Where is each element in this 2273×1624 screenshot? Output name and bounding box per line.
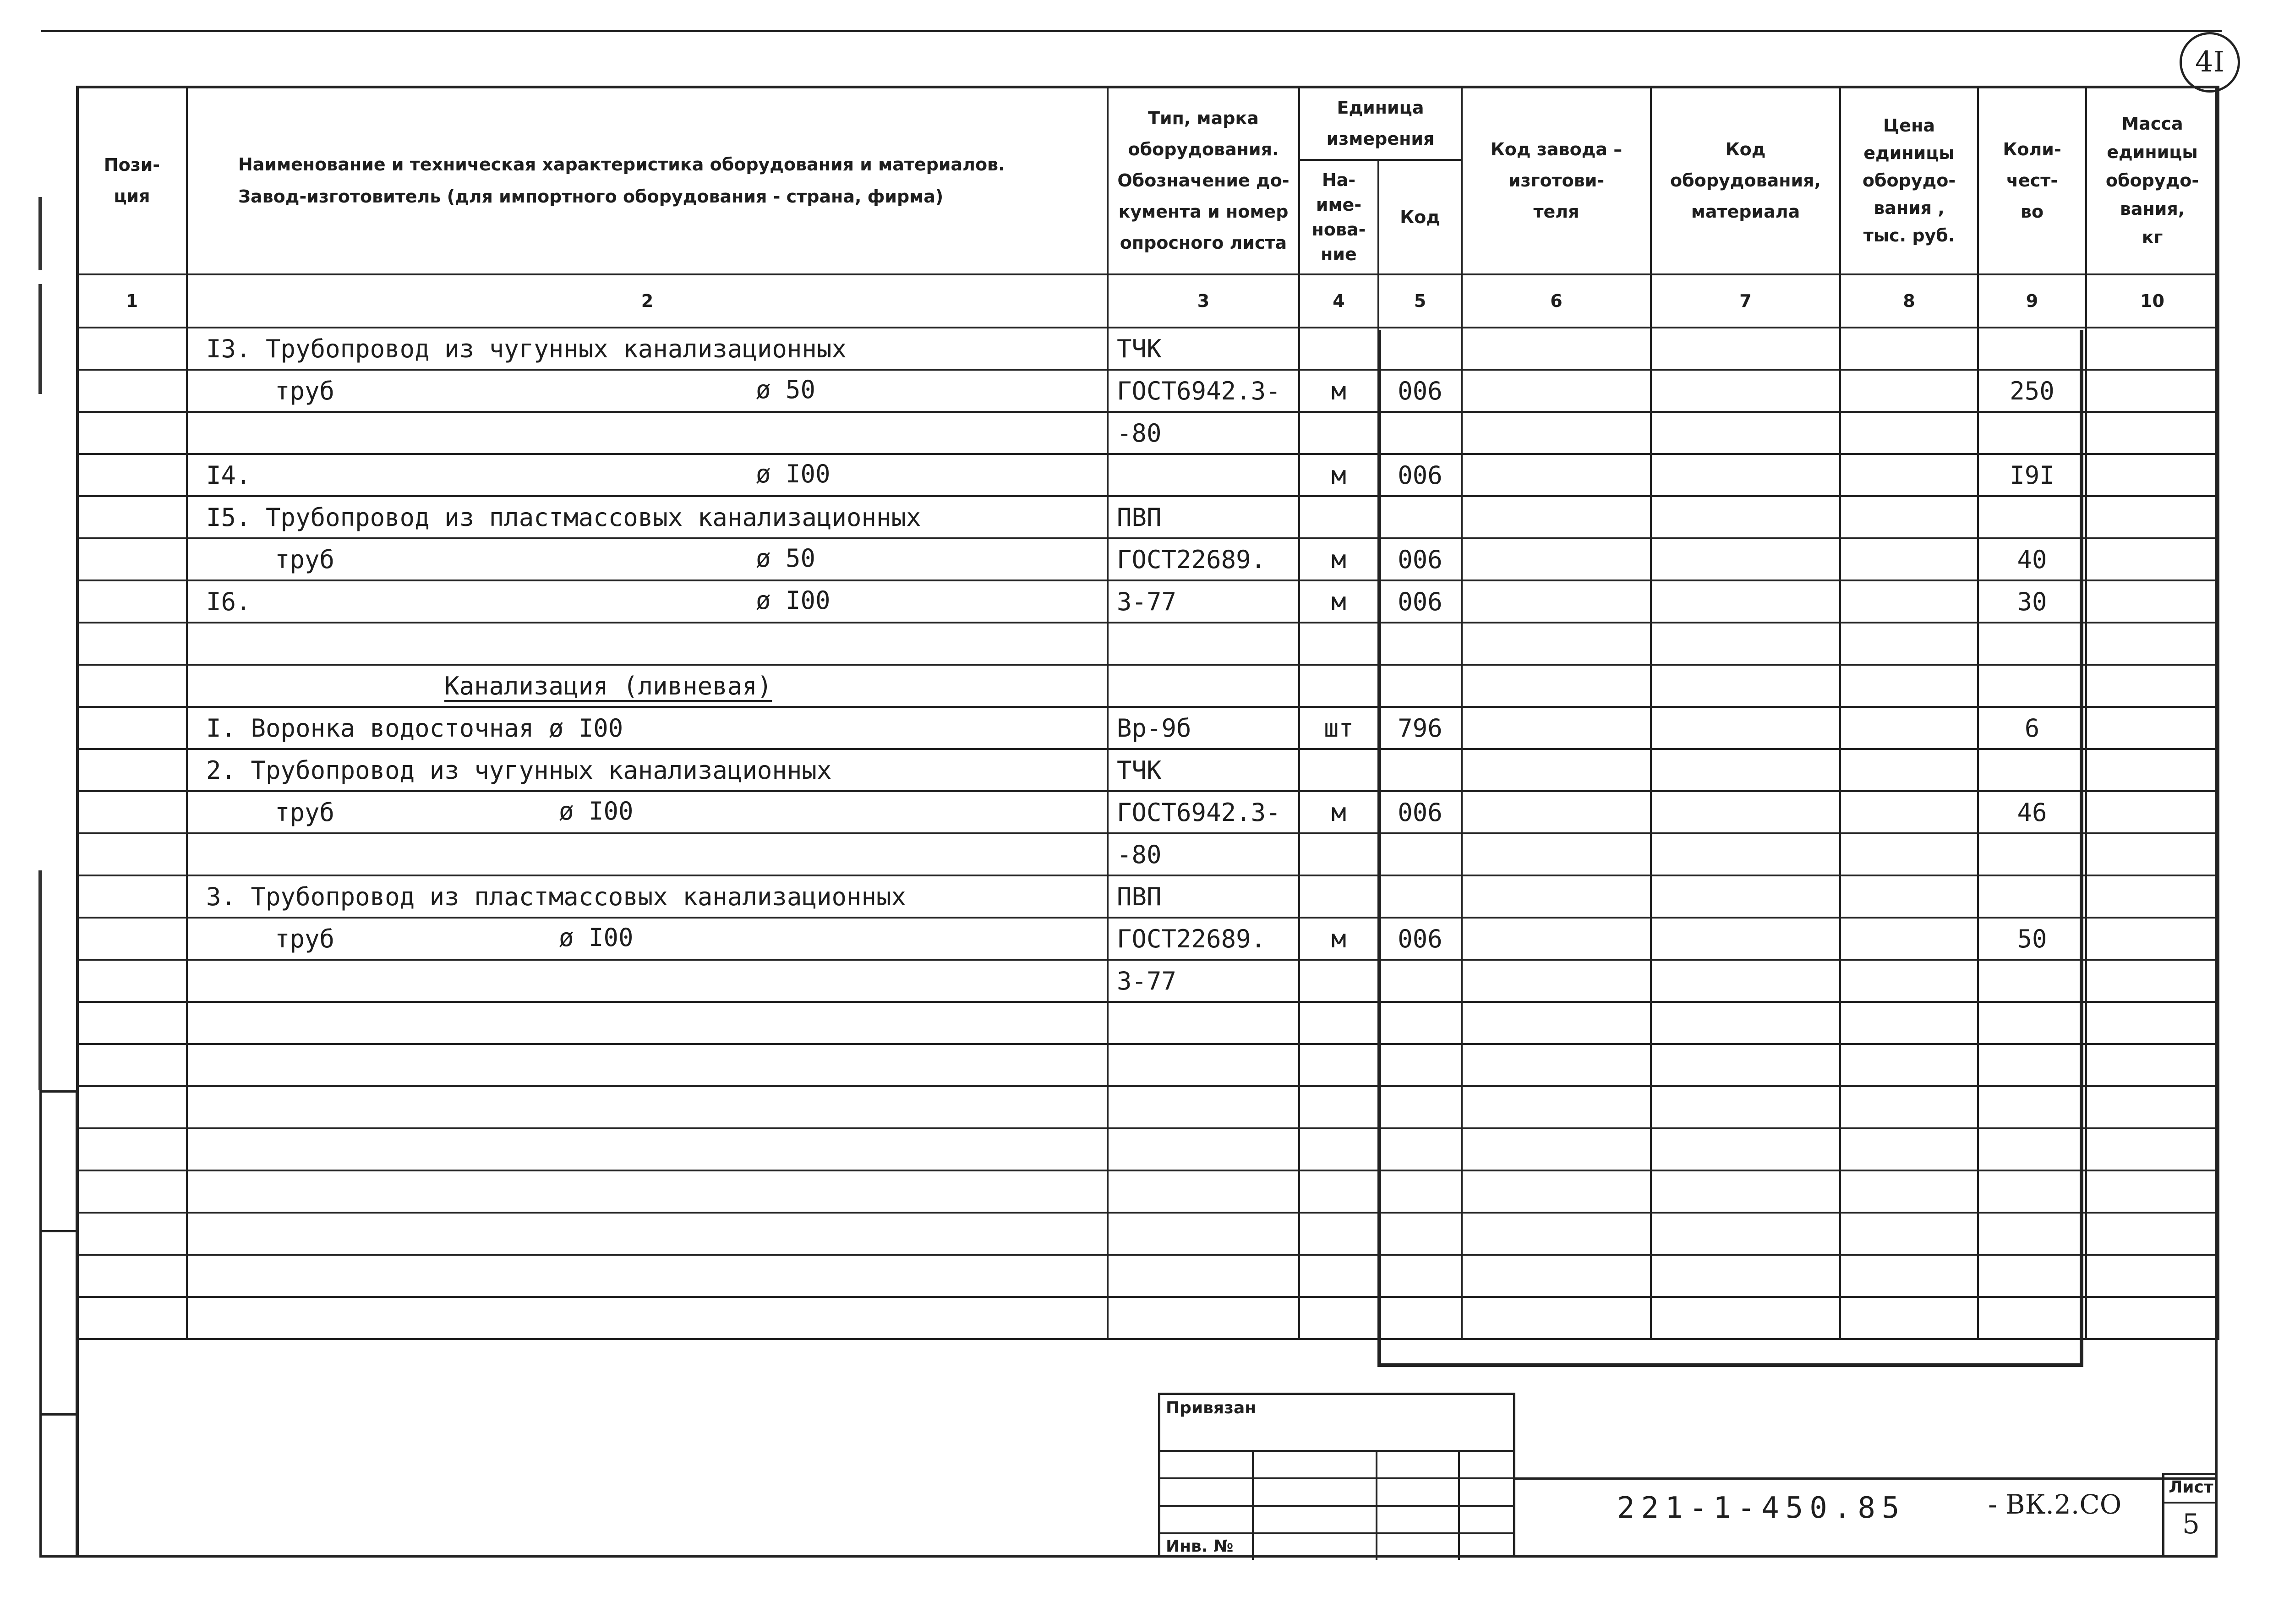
cell-quantity: I9I bbox=[1978, 454, 2086, 496]
item-name: I3. Трубопровод из чугунных канализационных bbox=[206, 334, 847, 363]
column-number: 10 bbox=[2086, 274, 2218, 328]
header-mass: Масса единицы оборудо- вания, кг bbox=[2086, 87, 2218, 274]
cell-unit-code: 006 bbox=[1378, 454, 1462, 496]
header-type-mark: Тип, марка оборудования. Обозначение до- кумента и номер опросного листа bbox=[1108, 87, 1299, 274]
item-diameter: ø 50 bbox=[756, 544, 816, 573]
document-code: 221-1-450.85 bbox=[1617, 1491, 1906, 1525]
item-diameter: ø I00 bbox=[559, 797, 634, 826]
thick-column-outline bbox=[1377, 330, 2083, 1367]
header-unit-name: На- име- нова- ние bbox=[1299, 160, 1378, 274]
stamp-line bbox=[1160, 1477, 1513, 1479]
cell-type-mark: ГОСТ22689. bbox=[1108, 538, 1299, 580]
stamp-line bbox=[1160, 1450, 1513, 1452]
cell-unit-name: м bbox=[1299, 791, 1378, 833]
sheet-value: 5 bbox=[2182, 1508, 2200, 1540]
item-diameter: ø I00 bbox=[559, 923, 634, 952]
cell-unit-name: м bbox=[1299, 454, 1378, 496]
cell-type-mark: 3-77 bbox=[1108, 580, 1299, 623]
sheet-label: Лист bbox=[2169, 1478, 2213, 1497]
header-name: Наименование и техническая характеристика оборудования и материалов. Завод-изготовитель (для импортного оборудования - страна, фирма) bbox=[187, 87, 1108, 274]
item-name: труб bbox=[275, 798, 335, 827]
cell-type-mark: ГОСТ22689. bbox=[1108, 918, 1299, 960]
stamp-line bbox=[1160, 1505, 1513, 1507]
header-quantity: Коли- чест- во bbox=[1978, 87, 2086, 274]
cell-quantity: 30 bbox=[1978, 580, 2086, 623]
cell-unit-code: 006 bbox=[1378, 370, 1462, 412]
header-equipment-code: Код оборудования, материала bbox=[1651, 87, 1840, 274]
cell-type-mark: ПВП bbox=[1108, 496, 1299, 538]
column-number: 1 bbox=[77, 274, 187, 328]
column-number: 9 bbox=[1978, 274, 2086, 328]
cell-type-mark: ТЧК bbox=[1108, 749, 1299, 791]
cell-type-mark: ТЧК bbox=[1108, 328, 1299, 370]
item-diameter: ø I00 bbox=[756, 459, 831, 488]
cell-type-mark: ГОСТ6942.3- bbox=[1108, 370, 1299, 412]
column-number: 3 bbox=[1108, 274, 1299, 328]
column-number: 6 bbox=[1462, 274, 1651, 328]
cell-unit-code: 006 bbox=[1378, 538, 1462, 580]
cell-type-mark: ПВП bbox=[1108, 875, 1299, 918]
stamp-divider bbox=[1252, 1450, 1254, 1560]
cell-unit-name: м bbox=[1299, 918, 1378, 960]
header-unit-code: Код bbox=[1378, 160, 1462, 274]
column-number: 8 bbox=[1840, 274, 1978, 328]
column-number: 7 bbox=[1651, 274, 1840, 328]
inventory-label: Инв. № bbox=[1166, 1537, 1234, 1556]
column-number: 4 bbox=[1299, 274, 1378, 328]
item-name: 2. Трубопровод из чугунных канализационных bbox=[206, 755, 832, 785]
column-number: 2 bbox=[187, 274, 1108, 328]
item-name: труб bbox=[275, 376, 335, 405]
item-name: труб bbox=[275, 545, 335, 574]
cell-unit-name: м bbox=[1299, 580, 1378, 623]
cell-type-mark: 3-77 bbox=[1108, 960, 1299, 1002]
header-position: Пози- ция bbox=[77, 87, 187, 274]
cell-quantity: 40 bbox=[1978, 538, 2086, 580]
cell-unit-code: 006 bbox=[1378, 791, 1462, 833]
item-name: I5. Трубопровод из пластмассовых канализационных bbox=[206, 503, 921, 532]
item-name: I4. bbox=[206, 460, 251, 490]
stamp-divider bbox=[1458, 1450, 1460, 1560]
sheet-box-line bbox=[2164, 1502, 2218, 1504]
item-diameter: ø I00 bbox=[756, 586, 831, 615]
top-border-line bbox=[41, 30, 2222, 32]
item-name: I. Воронка водосточная ø I00 bbox=[206, 713, 623, 743]
column-number: 5 bbox=[1378, 274, 1462, 328]
item-name: 3. Трубопровод из пластмассовых канализационных bbox=[206, 882, 907, 911]
section-heading: Канализация (ливневая) bbox=[444, 671, 772, 700]
cell-type-mark: ГОСТ6942.3- bbox=[1108, 791, 1299, 833]
cell-type-mark: -80 bbox=[1108, 412, 1299, 454]
cell-quantity: 250 bbox=[1978, 370, 2086, 412]
left-binding-strip bbox=[39, 1090, 78, 1558]
cell-unit-name: шт bbox=[1299, 707, 1378, 749]
cell-unit-code: 796 bbox=[1378, 707, 1462, 749]
strip-divider bbox=[42, 1230, 76, 1232]
sheet-code: - ВК.2.СО bbox=[1988, 1489, 2122, 1520]
cell-unit-name: м bbox=[1299, 370, 1378, 412]
stamp-line bbox=[1160, 1532, 1513, 1534]
left-margin-mark bbox=[38, 284, 42, 394]
attached-label: Привязан bbox=[1166, 1399, 1257, 1417]
item-name: I6. bbox=[206, 587, 251, 616]
cell-type-mark: Вр-9б bbox=[1108, 707, 1299, 749]
header-factory-code: Код завода – изготови- теля bbox=[1462, 87, 1651, 274]
attachment-stamp bbox=[1158, 1393, 1515, 1558]
header-unit-price: Цена единицы оборудо- вания , тыс. руб. bbox=[1840, 87, 1978, 274]
cell-unit-code: 006 bbox=[1378, 918, 1462, 960]
cell-quantity: 6 bbox=[1978, 707, 2086, 749]
sheet-number-circle: 4I bbox=[2180, 32, 2240, 93]
strip-divider bbox=[42, 1413, 76, 1416]
cell-quantity: 50 bbox=[1978, 918, 2086, 960]
cell-unit-name: м bbox=[1299, 538, 1378, 580]
left-margin-mark bbox=[38, 197, 42, 270]
sheet-number-box bbox=[2162, 1473, 2218, 1558]
item-name: труб bbox=[275, 924, 335, 953]
header-unit-group: Единица измерения bbox=[1299, 87, 1462, 160]
cell-quantity: 46 bbox=[1978, 791, 2086, 833]
cell-type-mark: -80 bbox=[1108, 833, 1299, 875]
left-margin-mark bbox=[38, 870, 42, 1090]
cell-unit-code: 006 bbox=[1378, 580, 1462, 623]
stamp-divider bbox=[1376, 1450, 1377, 1560]
item-diameter: ø 50 bbox=[756, 375, 816, 404]
